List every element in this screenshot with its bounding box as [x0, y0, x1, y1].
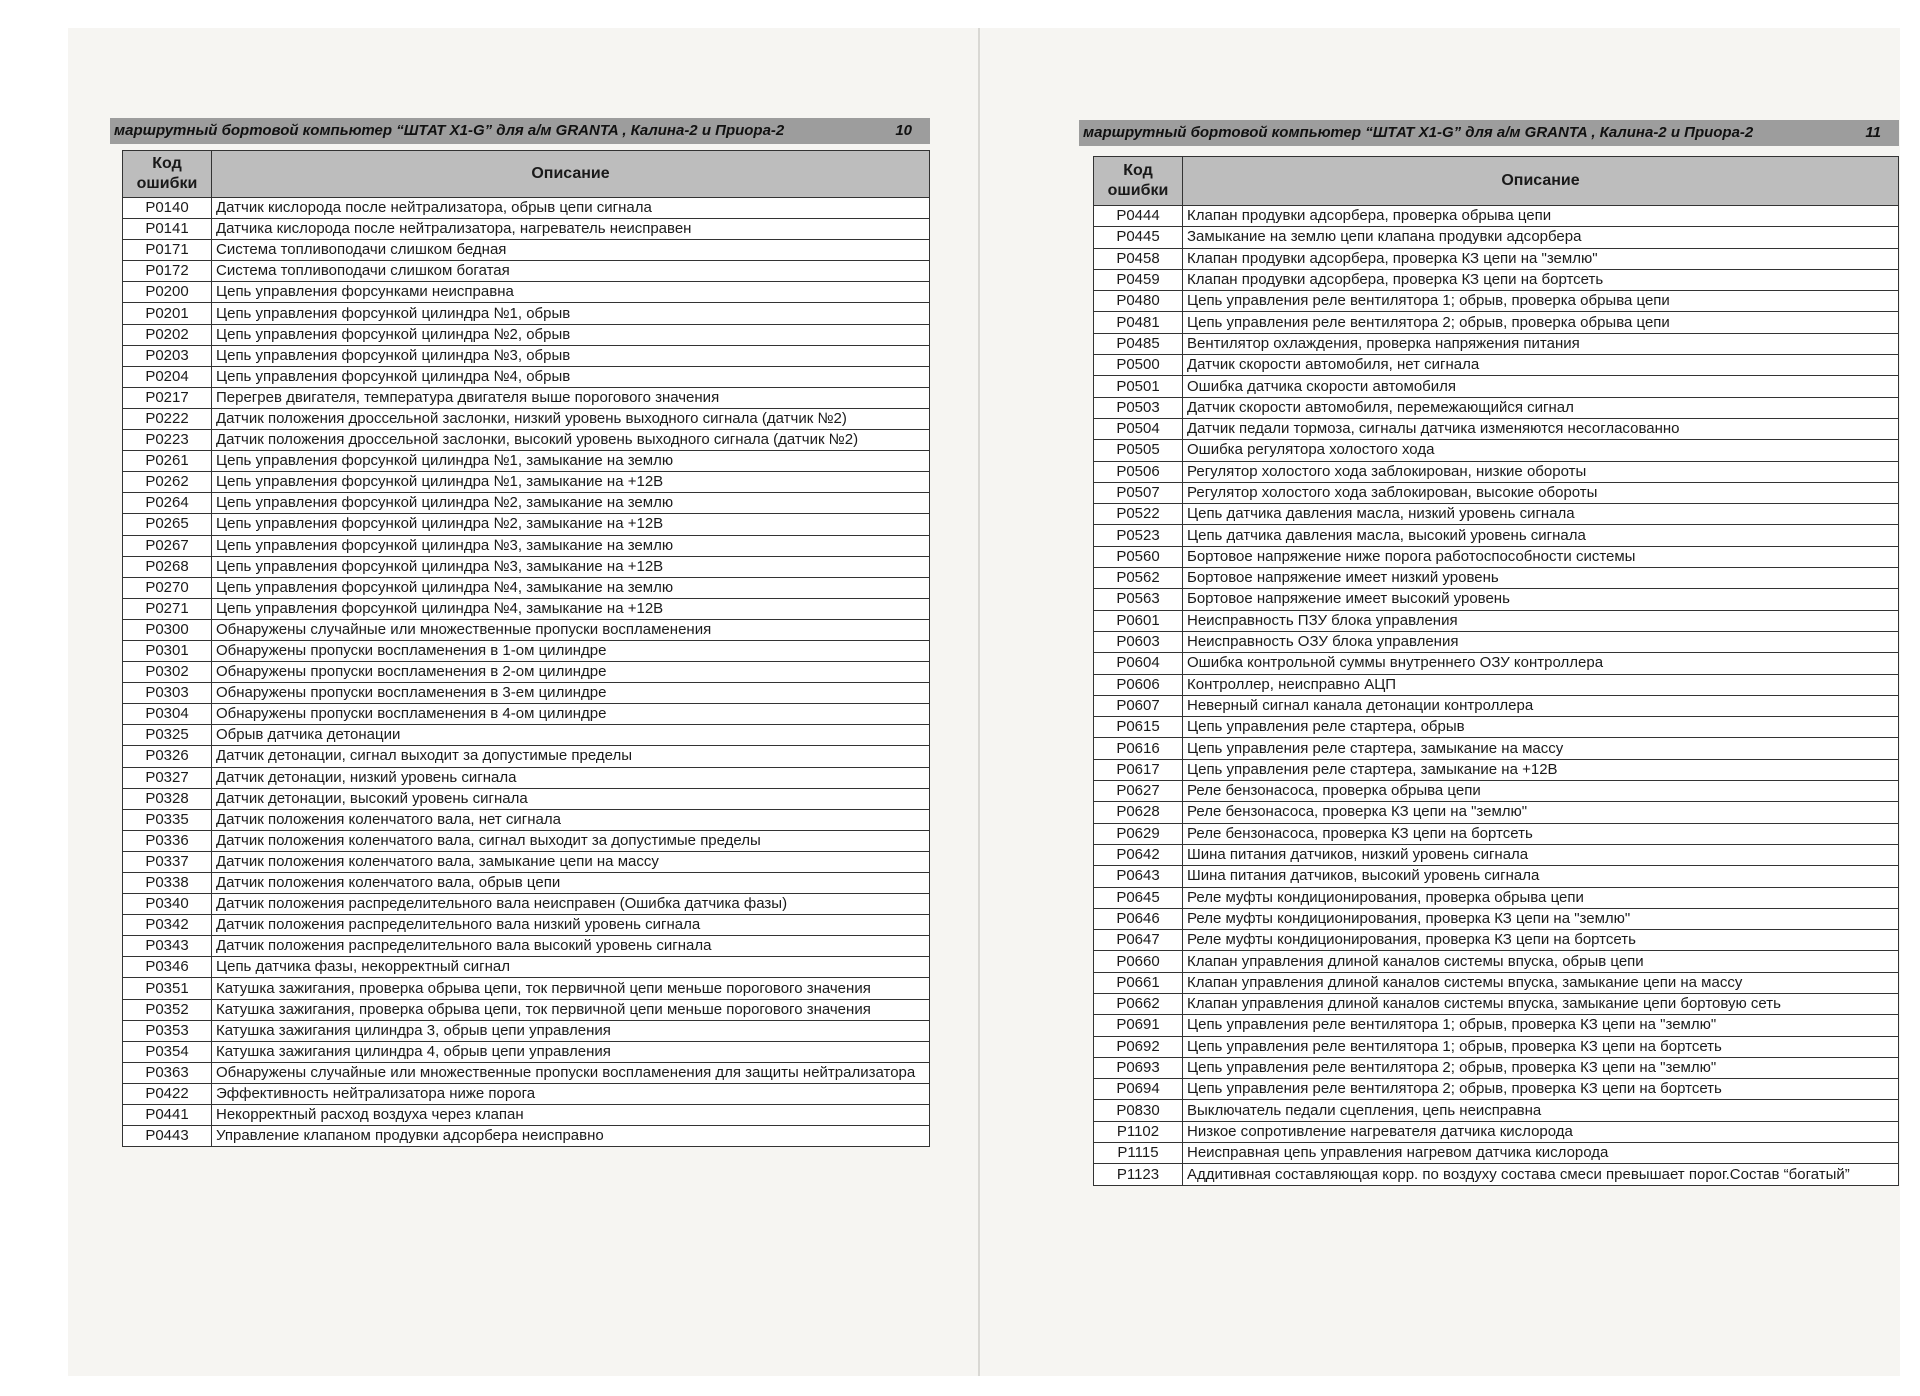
table-row	[1094, 759, 1899, 780]
table-row	[123, 303, 930, 324]
table-row	[123, 472, 930, 493]
description-cell: Катушка зажигания цилиндра 3, обрыв цепи управления	[212, 1020, 930, 1041]
description-cell: Датчик педали тормоза, сигналы датчика изменяются несогласованно	[1183, 418, 1899, 439]
error-code-cell: P0172	[123, 261, 212, 282]
error-code-cell: P0223	[123, 430, 212, 451]
description-cell: Клапан продувки адсорбера, проверка обрыва цепи	[1183, 206, 1899, 227]
error-code-cell: P0326	[123, 746, 212, 767]
description-cell: Вентилятор охлаждения, проверка напряжения питания	[1183, 333, 1899, 354]
booklet-spread	[68, 28, 1900, 1376]
description-cell: Датчика кислорода после нейтрализатора, нагреватель неисправен	[212, 219, 930, 240]
error-code-table	[1093, 156, 1899, 1186]
description-cell: Регулятор холостого хода заблокирован, высокие обороты	[1183, 482, 1899, 503]
error-code-cell: P0629	[1094, 823, 1183, 844]
error-code-cell: P0342	[123, 915, 212, 936]
description-cell: Цепь управления форсункой цилиндра №2, замыкание на землю	[212, 493, 930, 514]
description-cell: Цепь управления реле вентилятора 1; обрыв, проверка КЗ цепи на "землю"	[1183, 1015, 1899, 1036]
error-code-cell: P0646	[1094, 908, 1183, 929]
description-cell: Цепь управления реле вентилятора 1; обрыв, проверка КЗ цепи на бортсеть	[1183, 1036, 1899, 1057]
table-row	[1094, 546, 1899, 567]
table-row	[1094, 844, 1899, 865]
description-cell: Датчик скорости автомобиля, нет сигнала	[1183, 355, 1899, 376]
error-code-cell: P0500	[1094, 355, 1183, 376]
table-row	[123, 493, 930, 514]
error-code-cell: P0615	[1094, 717, 1183, 738]
description-cell: Цепь управления реле стартера, замыкание на +12В	[1183, 759, 1899, 780]
table-row	[123, 366, 930, 387]
table-row	[123, 345, 930, 366]
table-row	[1094, 1100, 1899, 1121]
error-code-cell: P0327	[123, 767, 212, 788]
error-code-cell: P0337	[123, 851, 212, 872]
error-code-cell: P0268	[123, 556, 212, 577]
description-cell: Шина питания датчиков, высокий уровень сигнала	[1183, 866, 1899, 887]
description-cell: Цепь управления форсункой цилиндра №2, обрыв	[212, 324, 930, 345]
table-row	[123, 598, 930, 619]
table-row	[1094, 568, 1899, 589]
error-code-cell: P0459	[1094, 269, 1183, 290]
description-cell: Реле муфты кондиционирования, проверка КЗ цепи на "землю"	[1183, 908, 1899, 929]
description-cell: Ошибка контрольной суммы внутреннего ОЗУ контроллера	[1183, 653, 1899, 674]
table-row	[1094, 248, 1899, 269]
error-code-cell: P0261	[123, 451, 212, 472]
table-row	[1094, 269, 1899, 290]
error-code-cell: P0563	[1094, 589, 1183, 610]
error-code-cell: P1123	[1094, 1164, 1183, 1185]
error-code-cell: P0627	[1094, 781, 1183, 802]
table-row	[1094, 291, 1899, 312]
description-cell: Неисправность ПЗУ блока управления	[1183, 610, 1899, 631]
description-cell: Ошибка регулятора холостого хода	[1183, 440, 1899, 461]
description-cell: Датчик положения распределительного вала высокий уровень сигнала	[212, 936, 930, 957]
table-row	[1094, 206, 1899, 227]
description-cell: Цепь датчика фазы, некорректный сигнал	[212, 957, 930, 978]
table-row	[123, 978, 930, 999]
description-cell: Контроллер, неисправно АЦП	[1183, 674, 1899, 695]
error-code-cell: P0662	[1094, 993, 1183, 1014]
description-cell: Цепь управления реле вентилятора 2; обрыв, проверка КЗ цепи на бортсеть	[1183, 1079, 1899, 1100]
error-code-cell: P1115	[1094, 1143, 1183, 1164]
table-row	[1094, 1143, 1899, 1164]
table-row	[1094, 1057, 1899, 1078]
table-row	[123, 788, 930, 809]
table-row	[123, 767, 930, 788]
table-row	[123, 514, 930, 535]
error-code-cell: P0617	[1094, 759, 1183, 780]
description-cell: Некорректный расход воздуха через клапан	[212, 1105, 930, 1126]
description-cell: Низкое сопротивление нагревателя датчика кислорода	[1183, 1121, 1899, 1142]
description-cell: Катушка зажигания цилиндра 4, обрыв цепи управления	[212, 1041, 930, 1062]
error-code-cell: P0354	[123, 1041, 212, 1062]
error-code-cell: P0560	[1094, 546, 1183, 567]
table-row	[123, 640, 930, 661]
description-cell: Эффективность нейтрализатора ниже порога	[212, 1083, 930, 1104]
error-code-cell: P0616	[1094, 738, 1183, 759]
table-row	[1094, 376, 1899, 397]
description-cell: Регулятор холостого хода заблокирован, низкие обороты	[1183, 461, 1899, 482]
error-code-cell: P1102	[1094, 1121, 1183, 1142]
error-code-cell: P0458	[1094, 248, 1183, 269]
description-cell: Выключатель педали сцепления, цепь неисправна	[1183, 1100, 1899, 1121]
table-row	[1094, 333, 1899, 354]
error-code-cell: P0692	[1094, 1036, 1183, 1057]
error-code-cell: P0353	[123, 1020, 212, 1041]
right-page	[981, 28, 1900, 1376]
error-code-cell: P0346	[123, 957, 212, 978]
error-code-cell: P0522	[1094, 504, 1183, 525]
description-cell: Датчик положения коленчатого вала, обрыв цепи	[212, 873, 930, 894]
table-row	[1094, 1164, 1899, 1185]
description-cell: Цепь управления реле вентилятора 2; обрыв, проверка обрыва цепи	[1183, 312, 1899, 333]
table-row	[123, 1105, 930, 1126]
table-row	[123, 662, 930, 683]
description-cell: Обрыв датчика детонации	[212, 725, 930, 746]
table-row	[123, 704, 930, 725]
table-row	[1094, 951, 1899, 972]
description-cell: Цепь управления форсункой цилиндра №2, замыкание на +12В	[212, 514, 930, 535]
description-cell: Цепь управления реле стартера, замыкание на массу	[1183, 738, 1899, 759]
description-cell: Система топливоподачи слишком бедная	[212, 240, 930, 261]
error-code-cell: P0222	[123, 408, 212, 429]
error-code-cell: P0601	[1094, 610, 1183, 631]
table-header-row	[1094, 157, 1899, 206]
description-cell: Бортовое напряжение имеет высокий уровень	[1183, 589, 1899, 610]
description-cell: Цепь управления форсункой цилиндра №1, обрыв	[212, 303, 930, 324]
error-code-cell: P0217	[123, 387, 212, 408]
table-row	[123, 1062, 930, 1083]
description-cell: Клапан управления длиной каналов системы впуска, замыкание цепи бортовую сеть	[1183, 993, 1899, 1014]
error-code-cell: P0523	[1094, 525, 1183, 546]
description-cell: Перегрев двигателя, температура двигателя выше порогового значения	[212, 387, 930, 408]
description-cell: Клапан управления длиной каналов системы впуска, замыкание цепи на массу	[1183, 972, 1899, 993]
table-row	[123, 387, 930, 408]
error-code-cell: P0338	[123, 873, 212, 894]
table-header-row	[123, 151, 930, 198]
description-cell: Цепь управления форсунками неисправна	[212, 282, 930, 303]
description-cell: Датчик положения дроссельной заслонки, высокий уровень выходного сигнала (датчик №2)	[212, 430, 930, 451]
table-row	[123, 915, 930, 936]
table-row	[123, 324, 930, 345]
error-code-cell: P0141	[123, 219, 212, 240]
error-code-cell: P0304	[123, 704, 212, 725]
error-code-cell: P0501	[1094, 376, 1183, 397]
error-code-cell: P0562	[1094, 568, 1183, 589]
table-row	[1094, 972, 1899, 993]
column-header-code: Код ошибки	[1094, 157, 1183, 206]
description-cell: Шина питания датчиков, низкий уровень сигнала	[1183, 844, 1899, 865]
error-code-cell: P0171	[123, 240, 212, 261]
column-header-description: Описание	[212, 151, 930, 198]
error-code-cell: P0504	[1094, 418, 1183, 439]
error-code-cell: P0325	[123, 725, 212, 746]
error-code-cell: P0422	[123, 1083, 212, 1104]
error-code-cell: P0645	[1094, 887, 1183, 908]
table-row	[1094, 227, 1899, 248]
table-row	[123, 240, 930, 261]
error-code-cell: P0300	[123, 619, 212, 640]
table-row	[123, 999, 930, 1020]
table-row	[123, 746, 930, 767]
table-row	[123, 830, 930, 851]
error-code-cell: P0200	[123, 282, 212, 303]
error-code-cell: P0265	[123, 514, 212, 535]
error-code-table	[122, 150, 930, 1147]
error-code-cell: P0271	[123, 598, 212, 619]
description-cell: Датчик положения коленчатого вала, сигнал выходит за допустимые пределы	[212, 830, 930, 851]
description-cell: Ошибка датчика скорости автомобиля	[1183, 376, 1899, 397]
page-number: 11	[1865, 124, 1881, 141]
table-row	[1094, 418, 1899, 439]
table-row	[123, 1083, 930, 1104]
error-code-cell: P0303	[123, 683, 212, 704]
table-row	[123, 683, 930, 704]
table-row	[1094, 355, 1899, 376]
table-row	[123, 957, 930, 978]
error-code-cell: P0485	[1094, 333, 1183, 354]
table-row	[1094, 525, 1899, 546]
description-cell: Цепь датчика давления масла, высокий уровень сигнала	[1183, 525, 1899, 546]
description-cell: Цепь управления форсункой цилиндра №4, замыкание на +12В	[212, 598, 930, 619]
table-row	[1094, 738, 1899, 759]
description-cell: Датчик детонации, низкий уровень сигнала	[212, 767, 930, 788]
description-cell: Обнаружены пропуски воспламенения в 1-ом цилиндре	[212, 640, 930, 661]
error-code-cell: P0505	[1094, 440, 1183, 461]
table-row	[1094, 866, 1899, 887]
error-code-cell: P0340	[123, 894, 212, 915]
error-code-cell: P0660	[1094, 951, 1183, 972]
description-cell: Цепь управления форсункой цилиндра №3, замыкание на землю	[212, 535, 930, 556]
table-row	[1094, 781, 1899, 802]
page-header	[1079, 120, 1899, 146]
header-title: маршрутный бортовой компьютер “ШТАТ X1-G” для а/м GRANTA , Калина-2 и Приора-2	[1083, 124, 1754, 141]
table-row	[123, 809, 930, 830]
description-cell: Клапан продувки адсорбера, проверка КЗ цепи на бортсеть	[1183, 269, 1899, 290]
description-cell: Цепь датчика давления масла, низкий уровень сигнала	[1183, 504, 1899, 525]
description-cell: Неисправная цепь управления нагревом датчика кислорода	[1183, 1143, 1899, 1164]
table-row	[123, 577, 930, 598]
description-cell: Реле бензонасоса, проверка КЗ цепи на бортсеть	[1183, 823, 1899, 844]
error-code-cell: P0352	[123, 999, 212, 1020]
description-cell: Замыкание на землю цепи клапана продувки адсорбера	[1183, 227, 1899, 248]
description-cell: Катушка зажигания, проверка обрыва цепи, ток первичной цепи меньше порогового значения	[212, 999, 930, 1020]
description-cell: Цепь управления форсункой цилиндра №3, замыкание на +12В	[212, 556, 930, 577]
table-row	[1094, 802, 1899, 823]
description-cell: Бортовое напряжение имеет низкий уровень	[1183, 568, 1899, 589]
error-code-cell: P0201	[123, 303, 212, 324]
description-cell: Реле муфты кондиционирования, проверка КЗ цепи на бортсеть	[1183, 930, 1899, 951]
table-row	[1094, 930, 1899, 951]
table-row	[1094, 589, 1899, 610]
table-row	[1094, 1015, 1899, 1036]
table-row	[1094, 695, 1899, 716]
table-row	[1094, 717, 1899, 738]
table-row	[123, 430, 930, 451]
description-cell: Датчик скорости автомобиля, перемежающийся сигнал	[1183, 397, 1899, 418]
error-code-cell: P0606	[1094, 674, 1183, 695]
error-code-cell: P0444	[1094, 206, 1183, 227]
table-row	[123, 894, 930, 915]
error-code-cell: P0140	[123, 198, 212, 219]
table-row	[123, 619, 930, 640]
table-row	[1094, 993, 1899, 1014]
description-cell: Цепь управления реле стартера, обрыв	[1183, 717, 1899, 738]
error-code-cell: P0335	[123, 809, 212, 830]
error-code-cell: P0480	[1094, 291, 1183, 312]
table-row	[1094, 504, 1899, 525]
error-code-cell: P0604	[1094, 653, 1183, 674]
error-code-cell: P0603	[1094, 631, 1183, 652]
table-row	[123, 725, 930, 746]
description-cell: Реле муфты кондиционирования, проверка обрыва цепи	[1183, 887, 1899, 908]
error-code-cell: P0503	[1094, 397, 1183, 418]
error-code-cell: P0628	[1094, 802, 1183, 823]
description-cell: Обнаружены пропуски воспламенения в 3-ем цилиндре	[212, 683, 930, 704]
table-row	[123, 451, 930, 472]
description-cell: Цепь управления форсункой цилиндра №1, замыкание на землю	[212, 451, 930, 472]
table-body	[1094, 206, 1899, 1186]
description-cell: Неисправность ОЗУ блока управления	[1183, 631, 1899, 652]
description-cell: Цепь управления форсункой цилиндра №4, замыкание на землю	[212, 577, 930, 598]
description-cell: Цепь управления форсункой цилиндра №3, обрыв	[212, 345, 930, 366]
error-code-cell: P0445	[1094, 227, 1183, 248]
description-cell: Обнаружены случайные или множественные пропуски воспламенения для защиты нейтрализатора	[212, 1062, 930, 1083]
table-row	[1094, 631, 1899, 652]
error-code-cell: P0441	[123, 1105, 212, 1126]
description-cell: Датчик положения коленчатого вала, нет сигнала	[212, 809, 930, 830]
description-cell: Датчик положения распределительного вала неисправен (Ошибка датчика фазы)	[212, 894, 930, 915]
table-row	[1094, 312, 1899, 333]
table-row	[123, 408, 930, 429]
description-cell: Датчик положения дроссельной заслонки, низкий уровень выходного сигнала (датчик №2)	[212, 408, 930, 429]
error-code-cell: P0691	[1094, 1015, 1183, 1036]
description-cell: Датчик детонации, высокий уровень сигнала	[212, 788, 930, 809]
description-cell: Датчик положения распределительного вала низкий уровень сигнала	[212, 915, 930, 936]
table-row	[123, 851, 930, 872]
description-cell: Обнаружены случайные или множественные пропуски воспламенения	[212, 619, 930, 640]
error-code-cell: P0643	[1094, 866, 1183, 887]
error-code-cell: P0202	[123, 324, 212, 345]
table-row	[1094, 674, 1899, 695]
page-header	[110, 118, 930, 144]
description-cell: Клапан управления длиной каналов системы впуска, обрыв цепи	[1183, 951, 1899, 972]
table-row	[1094, 653, 1899, 674]
error-code-cell: P0270	[123, 577, 212, 598]
table-row	[1094, 610, 1899, 631]
description-cell: Обнаружены пропуски воспламенения в 4-ом цилиндре	[212, 704, 930, 725]
description-cell: Цепь управления форсункой цилиндра №4, обрыв	[212, 366, 930, 387]
error-code-cell: P0328	[123, 788, 212, 809]
table-row	[123, 936, 930, 957]
table-row	[1094, 1036, 1899, 1057]
error-code-cell: P0264	[123, 493, 212, 514]
error-code-cell: P0351	[123, 978, 212, 999]
table-row	[1094, 482, 1899, 503]
page-number: 10	[895, 122, 912, 139]
description-cell: Цепь управления форсункой цилиндра №1, замыкание на +12В	[212, 472, 930, 493]
table-row	[1094, 440, 1899, 461]
error-code-cell: P0506	[1094, 461, 1183, 482]
error-code-cell: P0363	[123, 1062, 212, 1083]
description-cell: Цепь управления реле вентилятора 1; обрыв, проверка обрыва цепи	[1183, 291, 1899, 312]
description-cell: Аддитивная составляющая корр. по воздуху состава смеси превышает порог.Состав “богатый”	[1183, 1164, 1899, 1185]
table-row	[123, 1041, 930, 1062]
table-row	[123, 282, 930, 303]
column-header-description: Описание	[1183, 157, 1899, 206]
description-cell: Клапан продувки адсорбера, проверка КЗ цепи на "землю"	[1183, 248, 1899, 269]
error-code-cell: P0642	[1094, 844, 1183, 865]
description-cell: Неверный сигнал канала детонации контроллера	[1183, 695, 1899, 716]
table-row	[123, 1126, 930, 1147]
description-cell: Реле бензонасоса, проверка обрыва цепи	[1183, 781, 1899, 802]
table-row	[123, 261, 930, 282]
description-cell: Реле бензонасоса, проверка КЗ цепи на "землю"	[1183, 802, 1899, 823]
table-row	[123, 198, 930, 219]
table-row	[123, 535, 930, 556]
description-cell: Обнаружены пропуски воспламенения в 2-ом цилиндре	[212, 662, 930, 683]
error-code-cell: P0607	[1094, 695, 1183, 716]
table-row	[123, 219, 930, 240]
table-row	[1094, 397, 1899, 418]
description-cell: Датчик кислорода после нейтрализатора, обрыв цепи сигнала	[212, 198, 930, 219]
table-row	[1094, 823, 1899, 844]
error-code-cell: P0481	[1094, 312, 1183, 333]
description-cell: Система топливоподачи слишком богатая	[212, 261, 930, 282]
error-code-cell: P0647	[1094, 930, 1183, 951]
error-code-cell: P0267	[123, 535, 212, 556]
error-code-cell: P0694	[1094, 1079, 1183, 1100]
table-row	[123, 556, 930, 577]
error-code-cell: P0830	[1094, 1100, 1183, 1121]
left-page	[68, 28, 980, 1376]
table-row	[1094, 908, 1899, 929]
description-cell: Бортовое напряжение ниже порога работоспособности системы	[1183, 546, 1899, 567]
error-code-cell: P0262	[123, 472, 212, 493]
error-code-cell: P0204	[123, 366, 212, 387]
error-code-cell: P0693	[1094, 1057, 1183, 1078]
error-code-cell: P0507	[1094, 482, 1183, 503]
description-cell: Катушка зажигания, проверка обрыва цепи, ток первичной цепи меньше порогового значения	[212, 978, 930, 999]
table-row	[123, 873, 930, 894]
table-row	[1094, 461, 1899, 482]
description-cell: Управление клапаном продувки адсорбера неисправно	[212, 1126, 930, 1147]
error-code-cell: P0203	[123, 345, 212, 366]
table-row	[1094, 887, 1899, 908]
table-row	[123, 1020, 930, 1041]
header-title: маршрутный бортовой компьютер “ШТАТ X1-G” для а/м GRANTA , Калина-2 и Приора-2	[114, 122, 785, 139]
description-cell: Датчик детонации, сигнал выходит за допустимые пределы	[212, 746, 930, 767]
error-code-cell: P0443	[123, 1126, 212, 1147]
error-code-cell: P0336	[123, 830, 212, 851]
error-code-cell: P0343	[123, 936, 212, 957]
error-code-cell: P0302	[123, 662, 212, 683]
description-cell: Цепь управления реле вентилятора 2; обрыв, проверка КЗ цепи на "землю"	[1183, 1057, 1899, 1078]
description-cell: Датчик положения коленчатого вала, замыкание цепи на массу	[212, 851, 930, 872]
error-code-cell: P0301	[123, 640, 212, 661]
table-body	[123, 198, 930, 1147]
column-header-code: Код ошибки	[123, 151, 212, 198]
error-code-cell: P0661	[1094, 972, 1183, 993]
table-row	[1094, 1079, 1899, 1100]
table-row	[1094, 1121, 1899, 1142]
